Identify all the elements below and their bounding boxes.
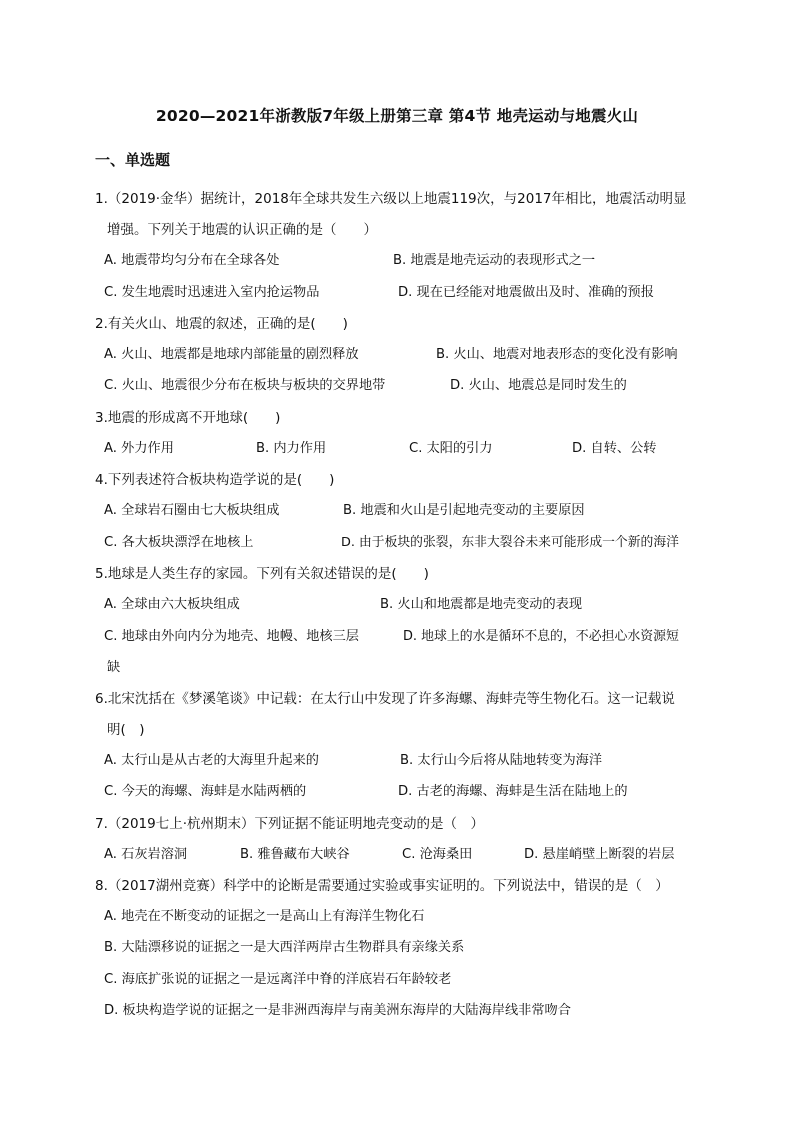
- question-5-option-a: A. 全球由六大板块组成: [104, 597, 240, 612]
- question-3-option-a: A. 外力作用: [104, 441, 174, 456]
- question-7-option-d: D. 悬崖峭壁上断裂的岩层: [524, 847, 675, 862]
- question-1-stem-line-1: 1.（2019·金华）据统计，2018年全球共发生六级以上地震119次，与2017年相比，地震活动明显: [95, 191, 687, 207]
- question-7-stem: 7.（2019七上·杭州期末）下列证据不能证明地壳变动的是（ ）: [95, 816, 485, 832]
- question-5-option-c: C. 地球由外向内分为地壳、地幔、地核三层: [104, 629, 359, 644]
- question-2-option-a: A. 火山、地震都是地球内部能量的剧烈释放: [104, 347, 359, 362]
- question-3-option-b: B. 内力作用: [256, 441, 327, 456]
- question-1-option-a: A. 地震带均匀分布在全球各处: [104, 253, 280, 268]
- question-5-option-b: B. 火山和地震都是地壳变动的表现: [380, 597, 583, 612]
- question-8-option-b: B. 大陆漂移说的证据之一是大西洋两岸古生物群具有亲缘关系: [104, 940, 465, 955]
- question-4-option-a: A. 全球岩石圈由七大板块组成: [104, 503, 280, 518]
- question-1-option-b: B. 地震是地壳运动的表现形式之一: [393, 253, 596, 268]
- question-2-option-b: B. 火山、地震对地表形态的变化没有影响: [436, 347, 678, 362]
- question-4-option-c: C. 各大板块漂浮在地核上: [104, 535, 254, 550]
- question-6-option-c: C. 今天的海螺、海蚌是水陆两栖的: [104, 784, 307, 799]
- question-6-stem-line-2: 明( ): [107, 722, 145, 738]
- document-title: 2020—2021年浙教版7年级上册第三章 第4节 地壳运动与地震火山: [155, 107, 639, 125]
- question-4-option-b: B. 地震和火山是引起地壳变动的主要原因: [343, 503, 585, 518]
- question-4-option-d: D. 由于板块的张裂，东非大裂谷未来可能形成一个新的海洋: [341, 535, 679, 550]
- question-7-option-a: A. 石灰岩溶洞: [104, 847, 188, 862]
- question-3-option-c: C. 太阳的引力: [409, 441, 493, 456]
- question-5-option-d: D. 地球上的水是循环不息的，不必担心水资源短: [403, 629, 679, 644]
- question-5-stem: 5.地球是人类生存的家园。下列有关叙述错误的是( ): [95, 566, 429, 582]
- question-1-option-d: D. 现在已经能对地震做出及时、准确的预报: [398, 285, 654, 300]
- question-8-option-c: C. 海底扩张说的证据之一是远离洋中脊的洋底岩石年龄较老: [104, 972, 452, 987]
- question-7-option-c: C. 沧海桑田: [402, 847, 473, 862]
- question-8-option-d: D. 板块构造学说的证据之一是非洲西海岸与南美洲东海岸的大陆海岸线非常吻合: [104, 1003, 571, 1018]
- question-3-option-d: D. 自转、公转: [572, 441, 657, 456]
- question-3-stem: 3.地震的形成离不开地球( ): [95, 410, 281, 426]
- question-6-option-d: D. 古老的海螺、海蚌是生活在陆地上的: [398, 784, 628, 799]
- section-heading: 一、单选题: [95, 151, 171, 169]
- question-5-option-d-continued: 缺: [107, 660, 121, 675]
- question-2-option-c: C. 火山、地震很少分布在板块与板块的交界地带: [104, 378, 386, 393]
- question-8-stem: 8.（2017湖州竞赛）科学中的论断是需要通过实验或事实证明的。下列说法中，错误的是（ ）: [95, 878, 669, 894]
- question-6-option-b: B. 太行山今后将从陆地转变为海洋: [400, 753, 603, 768]
- question-1-stem-line-2: 增强。下列关于地震的认识正确的是（ ）: [107, 222, 377, 238]
- question-4-stem: 4.下列表述符合板块构造学说的是( ): [95, 472, 335, 488]
- question-2-option-d: D. 火山、地震总是同时发生的: [450, 378, 627, 393]
- question-6-option-a: A. 太行山是从古老的大海里升起来的: [104, 753, 319, 768]
- question-1-option-c: C. 发生地震时迅速进入室内抢运物品: [104, 285, 320, 300]
- question-7-option-b: B. 雅鲁藏布大峡谷: [240, 847, 350, 862]
- question-2-stem: 2.有关火山、地震的叙述，正确的是( ): [95, 316, 348, 332]
- question-8-option-a: A. 地壳在不断变动的证据之一是高山上有海洋生物化石: [104, 909, 425, 924]
- question-6-stem-line-1: 6.北宋沈括在《梦溪笔谈》中记载：在太行山中发现了许多海螺、海蚌壳等生物化石。这一记载说: [95, 691, 675, 707]
